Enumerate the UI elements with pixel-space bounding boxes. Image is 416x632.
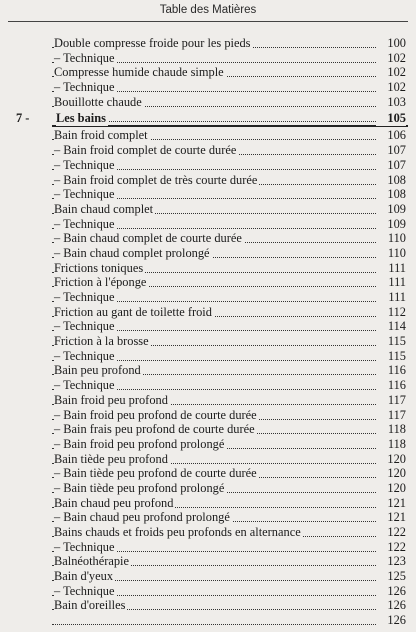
page-number: 125 (376, 569, 406, 584)
entry-title: – Technique (54, 80, 115, 95)
toc-subentry (0, 540, 416, 555)
toc-subentry (0, 378, 416, 393)
page-number: 109 (376, 202, 406, 217)
page-number: 118 (376, 422, 406, 437)
toc-entry (0, 598, 416, 613)
entry-title: – Bain frais peu profond de courte durée (54, 422, 255, 437)
toc-entry (0, 496, 416, 511)
entry-title: Bain froid complet (54, 128, 148, 143)
entry-title: Bain froid peu profond (54, 392, 168, 407)
toc-subentry (0, 173, 416, 188)
entry-title: Friction à l'éponge (54, 275, 147, 290)
page-number: 116 (376, 378, 406, 393)
entry-title: – Technique (54, 157, 115, 172)
page-number: 105 (376, 110, 406, 126)
page-number: 102 (376, 65, 406, 80)
page-number: 126 (376, 613, 406, 628)
page-number: 111 (376, 261, 406, 276)
entry-title: – Bain chaud complet de courte durée (54, 231, 242, 246)
page-number: 111 (376, 275, 406, 290)
entry-title: – Bain froid complet de très courte durée (54, 172, 258, 187)
entry-title: – Technique (54, 378, 115, 393)
page-number: 114 (376, 319, 406, 334)
entry-title: Compresse humide chaude simple (54, 65, 224, 80)
entry-title: Bain tiède peu profond (54, 451, 168, 466)
toc-entry (0, 95, 416, 110)
page-number: 121 (376, 496, 406, 511)
toc-subentry (0, 319, 416, 334)
toc-subentry (0, 51, 416, 66)
page-number: 126 (376, 584, 406, 599)
toc-entry (0, 128, 416, 143)
entry-title: – Bain froid peu profond de courte durée (54, 407, 257, 422)
page-number: 122 (376, 525, 406, 540)
toc-entry (0, 393, 416, 408)
toc-entry (0, 334, 416, 349)
page-number: 102 (376, 80, 406, 95)
page-number: 120 (376, 466, 406, 481)
dot-leader (52, 624, 392, 625)
table-of-contents (0, 36, 416, 628)
toc-subentry (0, 466, 416, 481)
toc-entry (0, 275, 416, 290)
toc-subentry (0, 510, 416, 525)
page-number: 108 (376, 173, 406, 188)
entry-title: – Technique (54, 319, 115, 334)
page-number: 118 (376, 437, 406, 452)
toc-subentry (0, 422, 416, 437)
toc-entry (0, 305, 416, 320)
entry-title: Bain d'yeux (54, 569, 114, 584)
toc-entry (0, 261, 416, 276)
toc-subentry (0, 437, 416, 452)
entry-title: – Technique (54, 187, 115, 202)
page-number: 115 (376, 334, 406, 349)
page-number: 121 (376, 510, 406, 525)
page-number: 100 (376, 36, 406, 51)
running-header: Table des Matières (159, 4, 257, 16)
toc-subentry (0, 481, 416, 496)
page-number: 115 (376, 349, 406, 364)
page-number: 107 (376, 158, 406, 173)
entry-title: – Technique (54, 348, 115, 363)
entry-title: Double compresse froide pour les pieds (54, 36, 251, 50)
toc-entry (0, 569, 416, 584)
toc-entry (0, 36, 416, 51)
toc-subentry (0, 143, 416, 158)
entry-title: Bain chaud peu profond (54, 495, 174, 510)
page-number: 120 (376, 452, 406, 467)
page-number: 120 (376, 481, 406, 496)
entry-title: Bains chauds et froids peu profonds en alternance (54, 525, 301, 539)
entry-title: – Technique (54, 583, 115, 598)
page-number: 112 (376, 305, 406, 320)
entry-title: Friction au gant de toilette froid (54, 304, 212, 319)
toc-subentry (0, 231, 416, 246)
toc-entry (0, 554, 416, 569)
entry-title: Frictions toniques (54, 260, 144, 275)
header-divider (8, 21, 408, 22)
page-number: 111 (376, 290, 406, 305)
toc-subentry (0, 187, 416, 202)
toc-subentry (0, 158, 416, 173)
toc-subentry (0, 584, 416, 599)
toc-entry (0, 613, 416, 628)
toc-subentry (0, 349, 416, 364)
entry-title: Bain chaud complet (54, 201, 154, 216)
entry-title: – Bain froid complet de courte durée (54, 143, 237, 158)
page-number: 116 (376, 363, 406, 378)
entry-title: – Bain froid peu profond prolongé (54, 436, 225, 451)
page-number: 109 (376, 217, 406, 232)
toc-entry (0, 363, 416, 378)
toc-subentry (0, 217, 416, 232)
toc-subentry (0, 80, 416, 95)
page-number: 117 (376, 393, 406, 408)
entry-title: – Bain chaud complet prolongé (54, 245, 210, 260)
toc-subentry (0, 408, 416, 423)
chapter-number: 7 - (16, 111, 30, 126)
page-number: 110 (376, 246, 406, 261)
entry-title: Bouillotte chaude (54, 94, 142, 109)
toc-entry (0, 525, 416, 540)
entry-title: – Bain chaud peu profond prolongé (54, 510, 230, 525)
toc-subentry (0, 290, 416, 305)
entry-title: Friction à la brosse (54, 334, 149, 349)
page-number: 110 (376, 231, 406, 246)
toc-entry (0, 65, 416, 80)
entry-title: – Technique (54, 50, 115, 65)
page-number: 108 (376, 187, 406, 202)
page-number: 126 (376, 598, 406, 613)
page-number: 117 (376, 408, 406, 423)
page-number: 106 (376, 128, 406, 143)
page-number: 123 (376, 554, 406, 569)
toc-entry (0, 452, 416, 467)
toc-entry (0, 202, 416, 217)
toc-subentry (0, 246, 416, 261)
entry-title: – Bain tiède peu profond prolongé (54, 480, 225, 495)
entry-title: – Technique (54, 290, 115, 304)
page-number: 102 (376, 51, 406, 66)
page-number: 122 (376, 540, 406, 555)
entry-title: Bain peu profond (54, 363, 141, 378)
page-number: 107 (376, 143, 406, 158)
entry-title: Bain d'oreilles (54, 598, 126, 613)
entry-title: Balnéothérapie (54, 554, 129, 569)
entry-title: Les bains (56, 111, 106, 126)
entry-title: – Bain tiède peu profond de courte durée (54, 466, 257, 481)
entry-title: – Technique (54, 216, 115, 231)
chapter-heading (0, 110, 416, 126)
page-number: 103 (376, 95, 406, 110)
entry-title: – Technique (54, 539, 115, 554)
